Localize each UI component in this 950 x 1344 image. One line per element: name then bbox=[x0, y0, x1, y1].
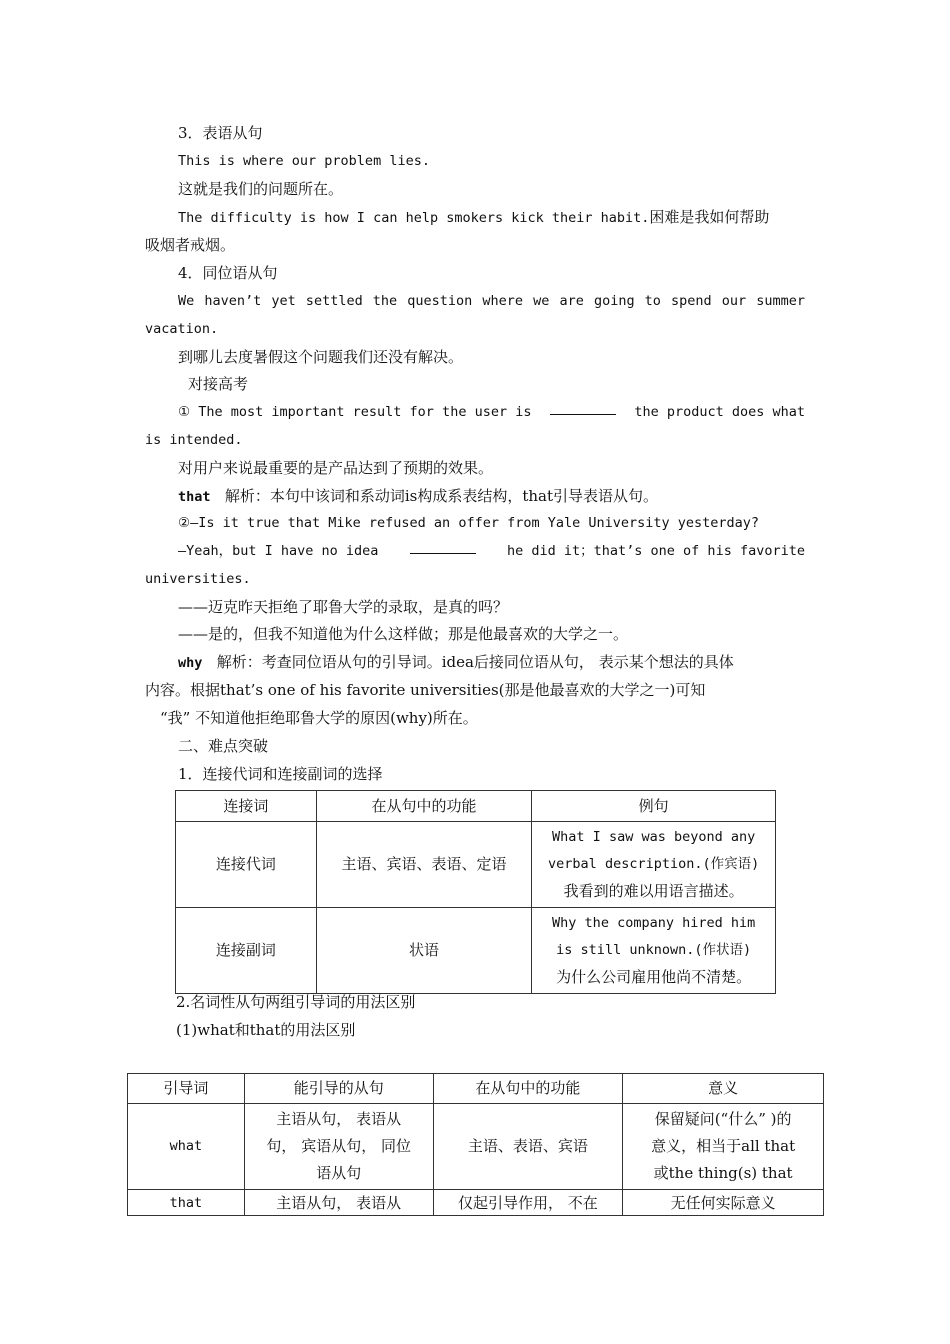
answer-blank bbox=[410, 541, 476, 554]
table-row bbox=[176, 908, 776, 994]
example-cn: 到哪儿去度暑假这个问题我们还没有解决。 bbox=[178, 348, 464, 366]
table-header-row bbox=[128, 1074, 824, 1104]
example-cn: 这就是我们的问题所在。 bbox=[178, 180, 344, 198]
table-cell: 主语、表语、宾语 bbox=[433, 1104, 623, 1190]
table-cell: 保留疑问(“什么” )的 意义，相当于all that 或the thing(s) that bbox=[623, 1104, 824, 1190]
table-cell: 主语从句， 表语从 句， 宾语从句， 同位 语从句 bbox=[244, 1104, 433, 1190]
question-2: ②—Is it true that Mike refused an offer from Yale University yesterday? bbox=[178, 515, 760, 531]
table-header: 在从句中的功能 bbox=[433, 1074, 623, 1104]
table-cell: 连接副词 bbox=[176, 908, 317, 994]
table-cell: Why the company hired him is still unknown.(作状语) 为什么公司雇用他尚不清楚。 bbox=[532, 908, 776, 994]
answer-2-cont: 内容。根据that’s one of his favorite universities(那是他最喜欢的大学之一)可知 bbox=[145, 681, 706, 699]
table-cell: What I saw was beyond any verbal description.(作宾语) 我看到的难以用语言描述。 bbox=[532, 822, 776, 908]
heading-predicative-clause: 3．表语从句 bbox=[178, 124, 263, 142]
question-2-cont: universities. bbox=[145, 571, 251, 587]
question-1: ① The most important result for the user is the product does what bbox=[178, 404, 805, 420]
question-2-reply: —Yeah，but I have no idea he did it；that’s one of his favorite bbox=[178, 543, 805, 559]
subsection-heading: (1)what和that的用法区别 bbox=[176, 1021, 356, 1039]
table-cell: 无任何实际意义 bbox=[623, 1190, 824, 1216]
heading-appositive-clause: 4．同位语从句 bbox=[178, 264, 278, 282]
table-cell: 主语、宾语、表语、定语 bbox=[316, 822, 532, 908]
table-header: 意义 bbox=[623, 1074, 824, 1104]
table-row bbox=[128, 1104, 824, 1190]
answer-1: that 解析：本句中该词和系动词is构成系表结构，that引导表语从句。 bbox=[178, 487, 658, 505]
subsection-heading: 2.名词性从句两组引导词的用法区别 bbox=[176, 993, 416, 1011]
table-header: 连接词 bbox=[176, 791, 317, 822]
question-1-translation: 对用户来说最重要的是产品达到了预期的效果。 bbox=[178, 459, 494, 477]
question-1-cont: is intended. bbox=[145, 432, 243, 448]
answer-2: why 解析：考查同位语从句的引导词。idea后接同位语从句， 表示某个想法的具体 bbox=[178, 653, 734, 671]
table-row bbox=[176, 822, 776, 908]
table-cell: what bbox=[128, 1104, 245, 1190]
table-cell: 主语从句， 表语从 bbox=[244, 1190, 433, 1216]
section-title: 对接高考 bbox=[188, 375, 249, 393]
answer-2-cont: “我” 不知道他拒绝耶鲁大学的原因(why)所在。 bbox=[160, 709, 478, 727]
table-cell: that bbox=[128, 1190, 245, 1216]
connective-table bbox=[175, 790, 776, 994]
table-header: 引导词 bbox=[128, 1074, 245, 1104]
table-cell: 连接代词 bbox=[176, 822, 317, 908]
example-cn-cont: 吸烟者戒烟。 bbox=[145, 236, 236, 254]
example-mixed: The difficulty is how I can help smokers kick their habit.困难是我如何帮助 bbox=[178, 208, 770, 226]
section-heading: 二、难点突破 bbox=[178, 737, 269, 755]
table-row bbox=[128, 1190, 824, 1216]
table-header-row bbox=[176, 791, 776, 822]
table-cell: 仅起引导作用， 不在 bbox=[433, 1190, 623, 1216]
example-en: We haven’t yet settled the question where we are going to spend our summer bbox=[178, 293, 805, 309]
example-en-cont: vacation. bbox=[145, 321, 219, 337]
table-cell: 状语 bbox=[316, 908, 532, 994]
answer-blank bbox=[550, 402, 616, 415]
subsection-heading: 1．连接代词和连接副词的选择 bbox=[178, 765, 383, 783]
table-header: 例句 bbox=[532, 791, 776, 822]
table-header: 能引导的从句 bbox=[244, 1074, 433, 1104]
question-2-translation: ——是的，但我不知道他为什么这样做；那是他最喜欢的大学之一。 bbox=[178, 625, 629, 643]
what-that-table bbox=[127, 1073, 824, 1216]
question-2-translation: ——迈克昨天拒绝了耶鲁大学的录取，是真的吗？ bbox=[178, 598, 509, 616]
table-header: 在从句中的功能 bbox=[316, 791, 532, 822]
example-en: This is where our problem lies. bbox=[178, 153, 430, 169]
